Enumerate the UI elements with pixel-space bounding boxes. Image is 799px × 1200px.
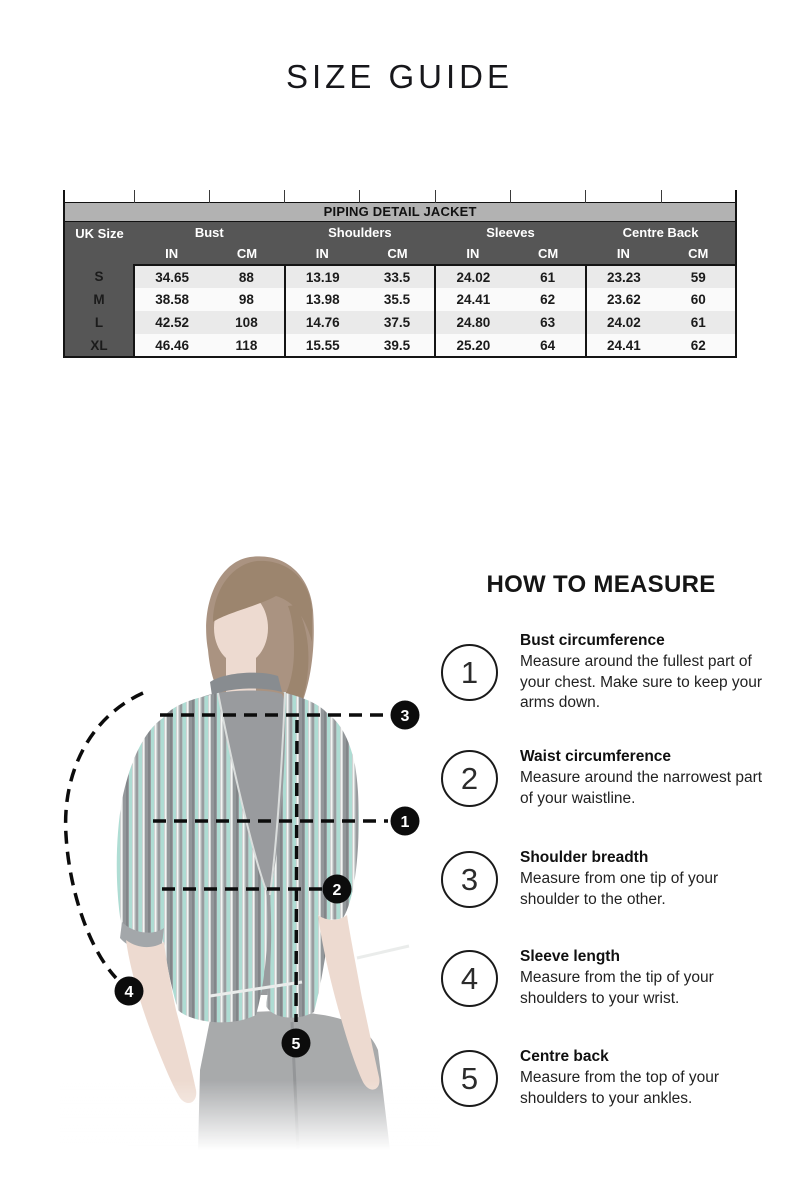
cell: 24.80 [435,311,510,334]
marker-2-number: 2 [332,882,342,899]
cell: 15.55 [285,334,360,357]
group-header-shoulders: Shoulders [285,221,436,243]
size-label: XL [64,334,134,357]
cell: 38.58 [134,288,209,311]
size-table [63,190,737,358]
cell: 33.5 [360,265,435,288]
cell: 62 [510,288,585,311]
cell: 23.62 [586,288,661,311]
measure-item-centre-back [441,1048,763,1109]
measure-item-description: Measure around the fullest part of your chest. Make sure to keep your arms down. [520,653,763,711]
number-4-circle-icon: 4 [441,950,498,1007]
measure-item-waist [441,748,763,809]
cell: 14.76 [285,311,360,334]
measure-item-title: Centre back [520,1048,609,1065]
group-header-centre-back: Centre Back [586,221,737,243]
table-row [64,334,736,357]
cell: 59 [661,265,736,288]
cell: 25.20 [435,334,510,357]
cell: 88 [209,265,284,288]
measurement-figure [60,550,440,1150]
cell: 13.19 [285,265,360,288]
cell: 62 [661,334,736,357]
cell: 24.41 [435,288,510,311]
cell: 37.5 [360,311,435,334]
cell: 61 [510,265,585,288]
unit-header: IN [586,243,661,265]
pocket-right [357,946,409,958]
cell: 35.5 [360,288,435,311]
table-row [64,288,736,311]
size-label: S [64,265,134,288]
unit-header: CM [360,243,435,265]
number-2-circle-icon: 2 [441,750,498,807]
group-header-bust: Bust [134,221,285,243]
table-row [64,311,736,334]
unit-header: IN [435,243,510,265]
cell: 46.46 [134,334,209,357]
unit-header: IN [285,243,360,265]
table-unit-header-row [64,243,736,265]
unit-header: CM [209,243,284,265]
number-3-circle-icon: 3 [441,851,498,908]
table-group-header-row [64,221,736,243]
cell: 39.5 [360,334,435,357]
cell: 34.65 [134,265,209,288]
group-header-sleeves: Sleeves [435,221,586,243]
measure-item-title: Waist circumference [520,748,672,765]
size-label: M [64,288,134,311]
cell: 24.02 [586,311,661,334]
how-to-measure-heading: HOW TO MEASURE [486,571,716,598]
model-illustration [60,550,440,1150]
cell: 98 [209,288,284,311]
measure-item-sleeve [441,948,763,1009]
measure-item-bust [441,632,763,714]
table-row [64,265,736,288]
marker-1-number: 1 [400,814,410,831]
cell: 24.41 [586,334,661,357]
cell: 118 [209,334,284,357]
uk-size-header: UK Size [64,221,134,265]
cell: 63 [510,311,585,334]
marker-3-number: 3 [400,708,410,725]
unit-header: CM [510,243,585,265]
cell: 13.98 [285,288,360,311]
table-spacer-row [64,190,736,202]
cell: 108 [209,311,284,334]
measure-item-description: Measure from one tip of your shoulder to the other. [520,870,719,908]
measure-item-title: Bust circumference [520,632,665,649]
cell: 61 [661,311,736,334]
cell: 42.52 [134,311,209,334]
marker-5-number: 5 [291,1036,301,1053]
measure-item-title: Shoulder breadth [520,849,649,866]
cell: 60 [661,288,736,311]
cell: 64 [510,334,585,357]
unit-header: IN [134,243,209,265]
model-photo [60,556,440,1150]
table-title-row [64,202,736,221]
measure-item-title: Sleeve length [520,948,620,965]
page-title: SIZE GUIDE [285,58,514,95]
measure-item-description: Measure from the top of your shoulders to your ankles. [520,1069,720,1107]
marker-4-number: 4 [124,984,134,1001]
measure-item-description: Measure from the tip of your shoulders to your wrist. [520,969,714,1007]
cell: 24.02 [435,265,510,288]
product-title: PIPING DETAIL JACKET [64,202,736,221]
measure-item-description: Measure around the narrowest part of your waistline. [520,769,763,807]
number-1-circle-icon: 1 [441,644,498,701]
unit-header: CM [661,243,736,265]
centre-back-measure-line [296,720,297,1022]
number-5-circle-icon: 5 [441,1050,498,1107]
photo-fade [60,1080,440,1150]
cell: 23.23 [586,265,661,288]
measure-item-shoulder [441,849,763,910]
size-label: L [64,311,134,334]
